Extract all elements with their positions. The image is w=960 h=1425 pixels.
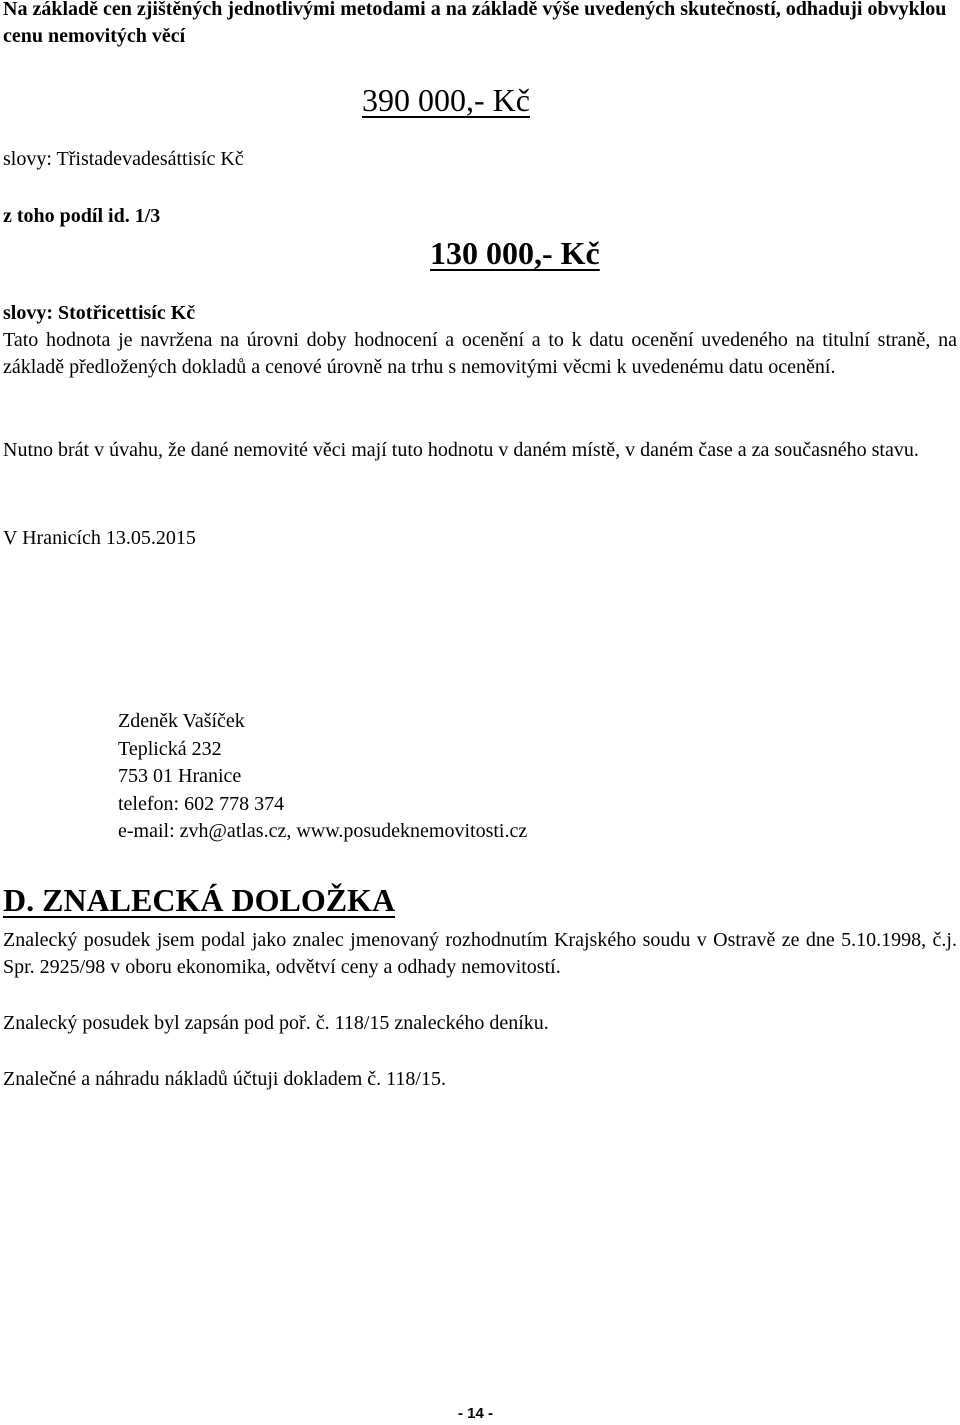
appraiser-phone: telefon: 602 778 374 [118,792,285,815]
appraiser-street: Teplická 232 [118,737,222,760]
appraiser-city: 753 01 Hranice [118,765,242,787]
place-and-date: V Hranicích 13.05.2015 [3,527,196,549]
share-price: 130 000,- Kč [430,235,600,271]
valuation-note-paragraph: Nutno brát v úvahu, že dané nemovité věci mají tuto hodnotu v daném místě, v daném čase a za současného stavu. [3,439,919,461]
appraiser-name: Zdeněk Vašíček [118,710,245,732]
signature-block [118,708,527,846]
valuation-intro: Na základě cen zjištěných jednotlivými metodami a na základě výše uvedených skutečností, odhaduji obvyklou cenu nemovitých věcí [3,0,947,47]
expert-clause-paragraph: Znalecký posudek jsem podal jako znalec jmenovaný rozhodnutím Krajského soudu v Ostravě ze dne 5.10.1998, č.j. Spr. 2925/98 v oboru ekonomika, odvětví ceny a odhady nemovitostí. [3,929,957,978]
fee-paragraph: Znalečné a náhradu nákladů účtuji dokladem č. 118/15. [3,1068,446,1090]
page-number: - 14 - [458,1405,494,1422]
section-d-heading: D. ZNALECKÁ DOLOŽKA [3,882,396,918]
total-price: 390 000,- Kč [362,82,530,118]
share-label: z toho podíl id. 1/3 [3,205,161,227]
total-price-words: slovy: Třistadevadesáttisíc Kč [3,148,244,170]
share-price-words: slovy: Stotřicettisíc Kč [3,302,196,324]
valuation-explanation-paragraph: Tato hodnota je navržena na úrovni doby hodnocení a ocenění a to k datu ocenění uvedeného na titulní straně, na základě předložených dokladů a cenové úrovně na trhu s nemovitými věcmi k uvedenému datu ocenění. [3,329,957,378]
appraiser-contact: e-mail: zvh@atlas.cz, www.posudeknemovitosti.cz [118,820,528,842]
register-entry-paragraph: Znalecký posudek byl zapsán pod poř. č. 118/15 znaleckého deníku. [3,1012,549,1034]
